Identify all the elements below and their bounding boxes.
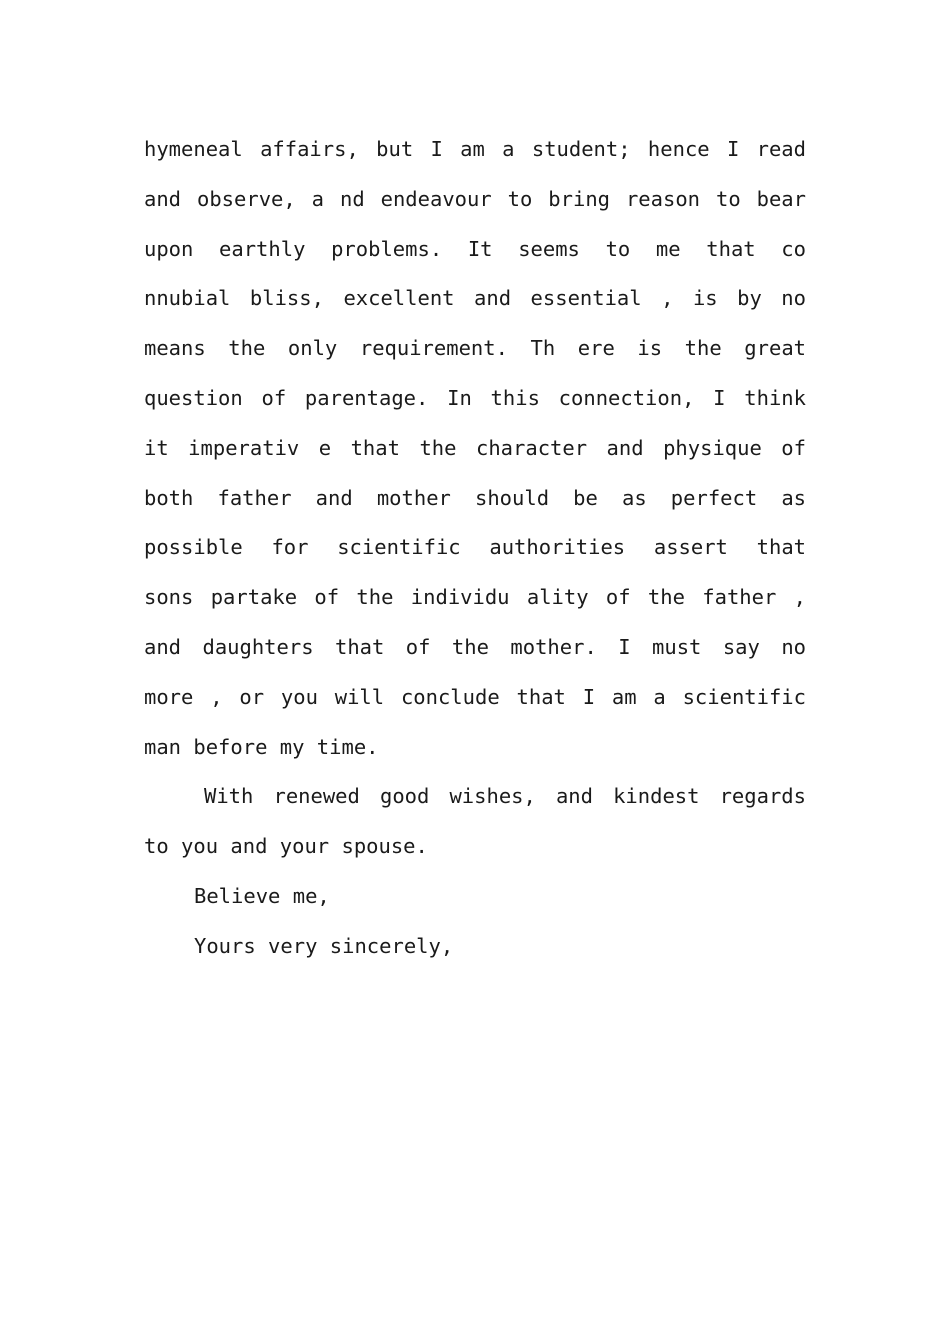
body-line: nnubial bliss, excellent and essential , is by no: [144, 286, 806, 311]
body-line: hymeneal affairs, but I am a student; hence I read: [144, 137, 806, 161]
body-line: it imperativ e that the character and physique of: [144, 435, 806, 460]
body-line: question of parentage. In this connection, I think: [144, 385, 806, 410]
body-line: man before my time.: [144, 734, 379, 759]
letter-text: [144, 125, 806, 972]
body-line: more , or you will conclude that I am a scientific: [144, 684, 806, 709]
body-line: both father and mother should be as perfect as: [144, 485, 806, 510]
signoff: Yours very sincerely,: [194, 933, 454, 958]
body-line: possible for scientific authorities assert that: [144, 535, 806, 560]
closing-paragraph-line: With renewed good wishes, and kindest regards: [204, 784, 806, 809]
body-line: upon earthly problems. It seems to me that co: [144, 236, 806, 261]
body-line: and daughters that of the mother. I must say no: [144, 634, 806, 659]
body-line: and observe, a nd endeavour to bring reason to bear: [144, 186, 806, 211]
valediction: Believe me,: [194, 883, 330, 908]
body-line: sons partake of the individu ality of the father ,: [144, 585, 806, 610]
closing-paragraph-line: to you and your spouse.: [144, 834, 428, 859]
body-line: means the only requirement. Th ere is the great: [144, 336, 806, 361]
